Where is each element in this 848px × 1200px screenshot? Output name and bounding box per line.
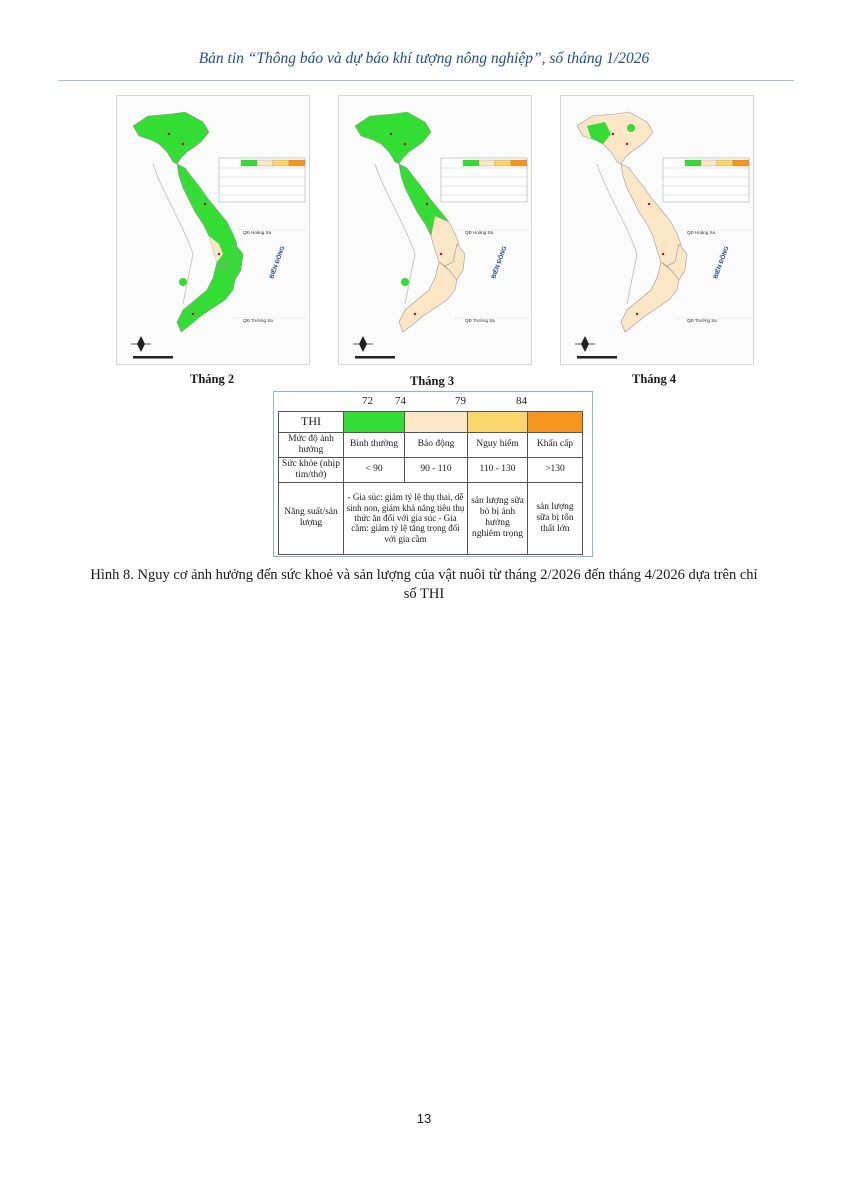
region-south [177,262,235,332]
truong-sa-label: QĐ Trường Sa [687,318,717,323]
truong-sa-label: QĐ Trường Sa [243,318,273,323]
city-dot [612,133,614,135]
truong-sa-label: QĐ Trường Sa [465,318,495,323]
sea-label: BIỂN ĐÔNG [269,245,287,280]
map-caption-month-2: Tháng 2 [190,372,235,386]
level-normal: Bình thường [344,433,405,458]
city-dot [390,133,392,135]
inset-swatch [241,160,257,166]
health-emergency: >130 [528,457,583,482]
figure-caption: Hình 8. Nguy cơ ảnh hưởng đến sức khoẻ và sản lượng của vật nuôi từ tháng 2/2026 đến tháng 4/2026 dựa trên chỉ số THI [90,567,758,602]
tick-72: 72 [362,395,373,407]
level-alert: Báo động [405,433,468,458]
swatch-emergency [528,412,583,433]
swatch-alert [405,412,468,433]
city-dot [168,133,170,135]
map-caption-month-3: Tháng 3 [410,374,455,388]
city-dot [426,203,428,205]
inset-swatch [733,160,749,166]
region-south [399,262,457,332]
page-header: Bản tin “Thông báo và dự báo khí tượng nông nghiệp”, số tháng 1/2026 [198,50,650,67]
region-northeast-normal [627,124,635,132]
inset-swatch [289,160,305,166]
inset-swatch [701,160,717,166]
map-month-3 [338,95,532,365]
swatch-danger [468,412,528,433]
region-islet [401,278,409,286]
tick-84: 84 [516,395,527,407]
scale-bar [355,356,395,359]
inset-legend [219,158,305,202]
inset-swatch [717,160,733,166]
sea-label: BIỂN ĐÔNG [713,245,731,280]
tick-74: 74 [395,395,406,407]
city-dot [636,313,638,315]
yield-danger: sản lượng sữa bò bị ảnh hưởng nghiêm trọng [468,482,528,554]
inset-swatch [257,160,273,166]
city-dot [204,203,206,205]
inset-swatch [685,160,701,166]
map-month-2 [116,95,310,365]
region-south [621,262,679,332]
header-rule [58,80,794,81]
scale-bar [577,356,617,359]
map-month-4 [560,95,754,365]
region-north [355,112,431,164]
vietnam-map-graphic [339,96,531,364]
health-danger: 110 - 130 [468,457,528,482]
hoang-sa-label: QĐ Hoàng Sa [687,230,716,235]
inset-legend [441,158,527,202]
level-emergency: Khẩn cấp [528,433,583,458]
city-dot [404,143,406,145]
health-alert: 90 - 110 [405,457,468,482]
city-dot [218,253,220,255]
city-dot [662,253,664,255]
city-dot [440,253,442,255]
health-normal: < 90 [344,457,405,482]
thi-legend-table [278,411,583,555]
inset-swatch [479,160,495,166]
region-north [133,112,209,164]
yield-label: Năng suất/sản lượng [279,482,344,554]
page-number: 13 [416,1111,432,1126]
thi-label: THI [279,412,344,433]
hoang-sa-label: QĐ Hoàng Sa [465,230,494,235]
inset-swatch [495,160,511,166]
tick-79: 79 [455,395,466,407]
health-label: Sức khỏe (nhịp tim/thở) [279,457,344,482]
swatch-normal [344,412,405,433]
inset-swatch [463,160,479,166]
level-label: Mức độ ảnh hưởng [279,433,344,458]
scale-bar [133,356,173,359]
city-dot [626,143,628,145]
map-caption-month-4: Tháng 4 [632,372,677,386]
city-dot [192,313,194,315]
vietnam-map-graphic [117,96,309,364]
yield-normal-alert: - Gia súc: giảm tỷ lệ thụ thai, dễ sinh non, giảm khả năng tiêu thụ thức ăn đối với gia súc - Gia cầm: giảm tỷ lệ tăng trọng đối với gia cầm [344,482,468,554]
yield-emergency: sản lượng sữa bị tổn thất lớn [528,482,583,554]
sea-label: BIỂN ĐÔNG [491,245,509,280]
hoang-sa-label: QĐ Hoàng Sa [243,230,272,235]
inset-swatch [511,160,527,166]
city-dot [182,143,184,145]
level-danger: Nguy hiểm [468,433,528,458]
city-dot [648,203,650,205]
city-dot [414,313,416,315]
region-north [577,112,653,164]
vietnam-map-graphic [561,96,753,364]
inset-legend [663,158,749,202]
inset-swatch [273,160,289,166]
region-islet [179,278,187,286]
